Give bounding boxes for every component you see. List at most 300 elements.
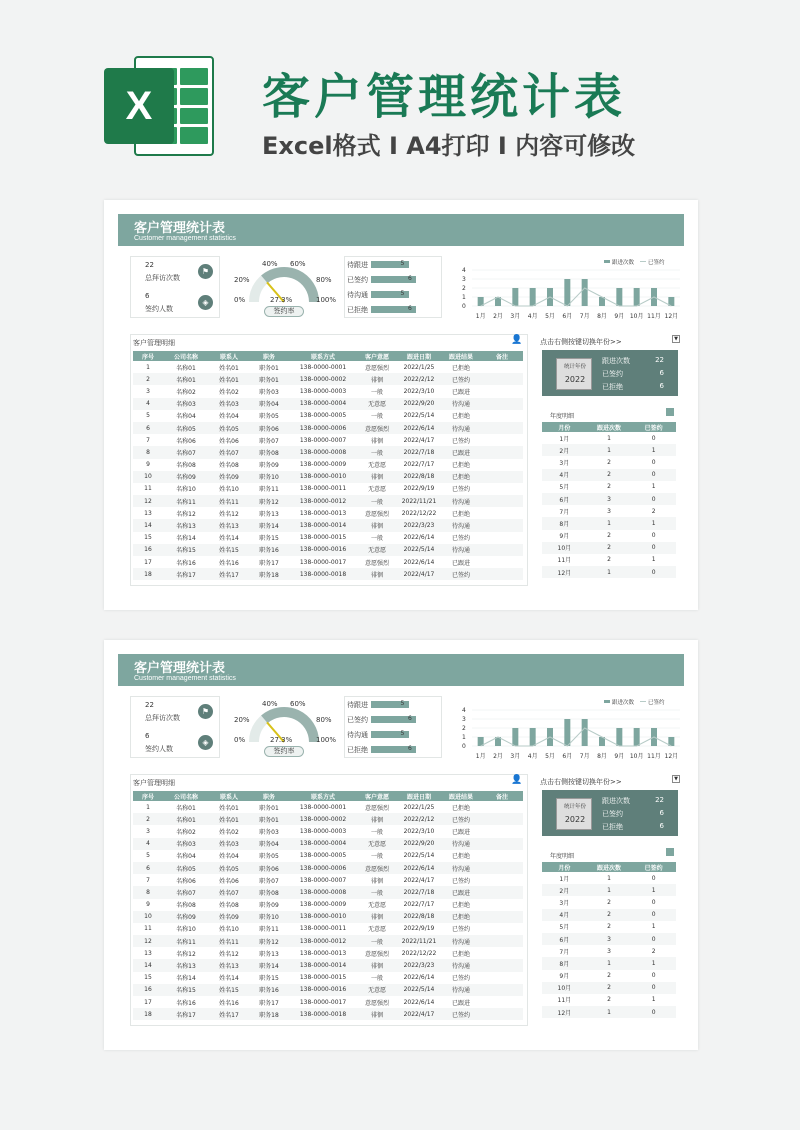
table-cell: 7 [146, 876, 150, 884]
table-cell: 已拒绝 [451, 364, 470, 372]
table-cell: 10月 [542, 542, 587, 554]
table-cell: 已签约 [451, 486, 470, 494]
table-cell: 名称05 [163, 422, 209, 434]
table-cell: 意愿强烈 [364, 559, 389, 567]
table-cell: 138-0000-0003 [299, 387, 347, 395]
summary-followups: 跟进次数 22 [602, 356, 664, 365]
table-cell: 姓名01 [219, 364, 239, 372]
table-cell: 姓名11 [209, 935, 249, 947]
table-cell: 职务09 [259, 902, 279, 910]
y-tick-label: 4 [462, 267, 466, 274]
table-cell: 2 [651, 507, 656, 515]
table-cell: 2022/6/14 [403, 558, 435, 566]
table-cell: 2022/5/14 [403, 412, 435, 420]
table-cell: 一般 [357, 886, 397, 898]
table-cell: 2022/9/19 [403, 485, 435, 493]
table-cell: 姓名14 [219, 535, 239, 543]
table-cell: 职务01 [259, 364, 279, 372]
table-cell: 1 [631, 517, 676, 529]
table-cell: 徘徊 [357, 568, 397, 580]
table-cell: 1 [146, 363, 150, 371]
table-cell: 1 [587, 517, 632, 529]
table-cell: 徘徊 [370, 877, 383, 885]
table-cell: 已拒绝 [451, 804, 470, 812]
table-cell: 2 [607, 898, 611, 906]
table-cell [481, 1008, 523, 1020]
table-cell: 职务11 [259, 486, 279, 494]
column-header: 跟进日期 [397, 351, 441, 361]
year-summary-card [542, 350, 678, 396]
table-cell: 职务17 [259, 559, 279, 567]
column-header: 跟进日期 [397, 791, 441, 801]
table-cell: 10 [133, 471, 163, 483]
detail-title: 客户管理明细 [133, 339, 175, 347]
table-cell: 姓名12 [219, 950, 239, 958]
table-cell: 职务12 [249, 935, 289, 947]
table-cell: 6 [133, 862, 163, 874]
status-row: 待沟通 5 [345, 287, 441, 302]
bar [530, 288, 536, 306]
monthly-chart [454, 256, 684, 322]
table-cell: 2月 [542, 884, 587, 896]
y-tick-label: 1 [462, 294, 466, 301]
table-cell: 15 [144, 974, 152, 982]
table-cell: 12月 [542, 566, 587, 578]
table-cell: 意愿强烈 [364, 364, 389, 372]
year-dropdown-button[interactable]: ▼ [672, 335, 680, 343]
table-cell: 名称16 [176, 999, 196, 1007]
table-cell [481, 361, 523, 373]
table-cell: 1 [587, 444, 632, 456]
y-tick-label: 0 [462, 303, 466, 310]
table-cell: 名称09 [163, 911, 209, 923]
table-cell: 职务03 [259, 388, 279, 396]
table-cell: 职务15 [259, 535, 279, 543]
table-cell: 0 [631, 933, 676, 945]
table-cell: 姓名06 [219, 437, 239, 445]
table-cell: 2022/11/21 [397, 935, 441, 947]
x-tick-label: 8月 [597, 313, 607, 320]
table-cell: 138-0000-0013 [299, 949, 347, 957]
table-row [542, 456, 676, 468]
table-cell [481, 568, 523, 580]
table-cell: 职务09 [259, 462, 279, 470]
table-row [542, 554, 676, 566]
table-cell [481, 935, 523, 947]
table-cell: 姓名02 [219, 388, 239, 396]
table-row [133, 446, 523, 458]
table-cell: 2 [587, 982, 632, 994]
table-row [133, 813, 523, 825]
table-cell: 2 [587, 909, 632, 921]
table-cell: 5月 [559, 484, 570, 492]
x-tick-label: 2月 [493, 753, 503, 760]
table-row [133, 899, 523, 911]
table-cell: 姓名08 [219, 902, 239, 910]
table-cell: 0 [651, 532, 656, 540]
table-cell: 名称07 [163, 886, 209, 898]
legend-swatch [604, 700, 610, 703]
sheet-preview [104, 640, 698, 1050]
table-cell: 已签约 [441, 568, 481, 580]
table-cell: 11月 [557, 997, 572, 1005]
year-switch-hint: 点击右侧按键切换年份>> [540, 338, 622, 346]
sheet-title: 客户管理统计表 [134, 661, 226, 676]
table-cell: 待沟通 [441, 544, 481, 556]
table-cell: 名称10 [176, 486, 196, 494]
table-cell: 2022/3/10 [403, 387, 435, 395]
table-cell: 138-0000-0006 [289, 862, 357, 874]
table-cell: 138-0000-0004 [289, 838, 357, 850]
layers-icon: ◈ [198, 735, 213, 750]
sheet-subtitle: Customer management statistics [134, 235, 236, 242]
table-cell: 138-0000-0005 [299, 412, 347, 420]
table-cell: 名称02 [176, 388, 196, 396]
excel-logo-icon: X [104, 56, 216, 156]
table-cell: 名称08 [176, 902, 196, 910]
table-cell: 1 [587, 1006, 632, 1018]
table-cell: 4 [133, 838, 163, 850]
table-cell: 0 [651, 434, 656, 442]
bar [564, 279, 570, 306]
table-cell: 徘徊 [357, 519, 397, 531]
table-cell: 2 [133, 813, 163, 825]
table-cell: 意愿强烈 [364, 999, 389, 1007]
table-row [133, 1008, 523, 1020]
table-cell: 12 [133, 935, 163, 947]
table-cell: 3 [607, 947, 611, 955]
table-cell: 2022/1/25 [403, 803, 435, 811]
page-header [0, 0, 800, 190]
table-cell: 0 [651, 972, 656, 980]
table-cell: 已拒绝 [451, 413, 470, 421]
table-cell: 5 [146, 852, 150, 860]
table-cell: 职务05 [259, 853, 279, 861]
bar [512, 288, 518, 306]
table-cell: 9 [146, 461, 150, 469]
table-cell: 名称17 [163, 568, 209, 580]
table-cell: 0 [631, 909, 676, 921]
flag-icon: ⚑ [198, 264, 213, 279]
table-cell: 2022/7/18 [397, 446, 441, 458]
table-cell: 一般 [370, 535, 383, 543]
table-cell: 138-0000-0012 [289, 495, 357, 507]
table-cell: 0 [651, 898, 656, 906]
table-cell: 2022/3/10 [403, 827, 435, 835]
table-cell: 徘徊 [370, 437, 383, 445]
table-row [542, 481, 676, 493]
table-cell: 138-0000-0008 [289, 886, 357, 898]
table-cell [481, 556, 523, 568]
table-cell: 138-0000-0002 [289, 373, 357, 385]
table-cell [481, 947, 523, 959]
table-cell: 1 [631, 957, 676, 969]
table-cell: 职务14 [249, 519, 289, 531]
table-cell: 姓名09 [209, 911, 249, 923]
table-cell: 3 [607, 507, 611, 515]
year-summary-card [542, 790, 678, 836]
bar [634, 728, 640, 746]
table-cell: 姓名01 [209, 813, 249, 825]
table-cell: 2 [607, 532, 611, 540]
column-header: 跟进次数 [587, 422, 632, 432]
table-cell: 2022/4/17 [397, 1008, 441, 1020]
table-cell: 名称03 [163, 838, 209, 850]
year-panel [540, 774, 682, 1026]
selected-year: 2022 [564, 815, 586, 824]
table-cell: 138-0000-0003 [299, 827, 347, 835]
table-cell: 名称02 [176, 828, 196, 836]
stat-signed: 6 签约人数 ◈ [131, 728, 219, 759]
table-cell: 7月 [559, 948, 570, 956]
table-cell: 1 [651, 996, 656, 1004]
table-row [133, 874, 523, 886]
table-row [133, 434, 523, 446]
table-cell [481, 874, 523, 886]
table-cell: 2022/4/17 [397, 568, 441, 580]
x-tick-label: 4月 [527, 313, 538, 320]
x-tick-label: 3月 [510, 753, 521, 760]
column-header: 月份 [542, 422, 587, 432]
table-cell: 姓名16 [219, 999, 239, 1007]
status-row: 待沟通 5 [345, 727, 441, 742]
table-row [133, 801, 523, 813]
table-cell: 12 [133, 495, 163, 507]
table-cell: 意愿强烈 [364, 804, 389, 812]
table-row [133, 825, 523, 837]
table-row [542, 505, 676, 517]
y-tick-label: 0 [462, 743, 466, 750]
table-cell: 已跟进 [451, 559, 470, 567]
table-cell: 8 [133, 446, 163, 458]
table-cell: 8月 [542, 517, 587, 529]
legend-swatch [604, 260, 610, 263]
year-dropdown-button[interactable]: ▼ [672, 775, 680, 783]
table-cell: 2 [607, 923, 611, 931]
table-cell: 名称14 [176, 975, 196, 983]
table-cell: 名称15 [163, 984, 209, 996]
table-row [133, 422, 523, 434]
table-cell [481, 825, 523, 837]
table-row [133, 984, 523, 996]
table-cell: 2022/5/14 [397, 984, 441, 996]
column-header: 联系方式 [289, 791, 357, 801]
table-row [133, 556, 523, 568]
table-cell: 2 [607, 458, 611, 466]
table-cell: 已拒绝 [451, 853, 470, 861]
table-cell: 138-0000-0017 [299, 998, 347, 1006]
table-cell: 2022/6/14 [397, 422, 441, 434]
layers-icon: ◈ [198, 295, 213, 310]
table-cell: 138-0000-0013 [299, 509, 347, 517]
table-row [133, 361, 523, 373]
table-cell: 0 [631, 493, 676, 505]
sign-rate-value: 27.3% [270, 736, 293, 744]
column-header: 客户意愿 [357, 351, 397, 361]
table-row [133, 996, 523, 1008]
table-cell: 2月 [542, 444, 587, 456]
summary-followups: 跟进次数 22 [602, 796, 664, 805]
table-cell: 无意愿 [357, 544, 397, 556]
table-cell: 2022/2/12 [397, 813, 441, 825]
x-tick-label: 9月 [614, 313, 625, 320]
table-row [542, 444, 676, 456]
table-cell: 已签约 [441, 1008, 481, 1020]
table-cell: 职务15 [259, 975, 279, 983]
table-cell: 无意愿 [367, 902, 386, 910]
table-cell: 职务14 [249, 959, 289, 971]
sign-rate-label: 签约率 [264, 306, 304, 317]
user-icon[interactable]: 👤 [511, 775, 523, 785]
table-row [542, 1006, 676, 1018]
column-header: 跟进结果 [441, 351, 481, 361]
table-cell: 已跟进 [451, 388, 470, 396]
table-cell: 待沟通 [441, 984, 481, 996]
table-cell: 姓名12 [219, 510, 239, 518]
table-cell: 已跟进 [451, 828, 470, 836]
x-tick-label: 11月 [647, 753, 661, 760]
table-cell: 1月 [559, 435, 570, 443]
table-cell: 名称10 [176, 926, 196, 934]
table-cell: 待沟通 [441, 398, 481, 410]
table-cell: 已拒绝 [451, 462, 470, 470]
table-cell: 3 [146, 387, 150, 395]
table-cell: 2022/11/21 [397, 495, 441, 507]
legend-label: 跟进次数 [612, 260, 635, 266]
table-cell: 2022/4/17 [403, 436, 435, 444]
x-tick-label: 3月 [510, 313, 521, 320]
selected-year: 2022 [564, 375, 586, 384]
table-cell: 1 [587, 884, 632, 896]
table-cell: 2022/4/17 [403, 876, 435, 884]
table-cell: 2022/3/23 [397, 959, 441, 971]
table-cell: 待沟通 [441, 519, 481, 531]
table-cell: 姓名13 [209, 959, 249, 971]
table-cell: 138-0000-0011 [299, 925, 347, 933]
legend-label: 已签约 [648, 260, 665, 266]
table-cell: 待沟通 [441, 422, 481, 434]
table-cell: 名称01 [176, 804, 196, 812]
table-cell: 名称09 [163, 471, 209, 483]
table-row [133, 385, 523, 397]
x-tick-label: 1月 [475, 313, 486, 320]
x-tick-label: 9月 [614, 753, 625, 760]
table-cell: 2022/9/19 [403, 925, 435, 933]
table-cell: 3 [587, 933, 632, 945]
year-selector[interactable]: 统计年份 2022 [556, 358, 592, 390]
table-cell: 无意愿 [357, 398, 397, 410]
table-cell: 2022/7/17 [403, 461, 435, 469]
table-cell: 名称13 [163, 519, 209, 531]
table-cell: 1 [607, 434, 611, 442]
table-cell: 职务07 [259, 877, 279, 885]
table-cell: 138-0000-0008 [289, 446, 357, 458]
table-cell: 姓名11 [209, 495, 249, 507]
table-cell: 8月 [542, 957, 587, 969]
table-cell: 一般 [357, 495, 397, 507]
table-cell: 9 [146, 901, 150, 909]
table-row [542, 872, 676, 884]
table-cell [481, 422, 523, 434]
table-cell: 意愿强烈 [364, 950, 389, 958]
table-cell: 2022/12/22 [401, 509, 437, 517]
status-row: 已签约 6 [345, 272, 441, 287]
table-row [133, 886, 523, 898]
table-cell: 4月 [542, 469, 587, 481]
table-cell: 9月 [559, 973, 570, 981]
table-row [133, 519, 523, 531]
table-cell: 徘徊 [357, 959, 397, 971]
table-cell: 2022/9/20 [397, 398, 441, 410]
monthly-chart [454, 696, 684, 762]
x-tick-label: 4月 [527, 753, 538, 760]
table-row [542, 517, 676, 529]
status-breakdown [344, 696, 442, 758]
table-cell: 2 [651, 947, 656, 955]
x-tick-label: 1月 [475, 753, 486, 760]
table-cell: 2 [607, 483, 611, 491]
table-cell: 姓名17 [209, 1008, 249, 1020]
sheet-preview [104, 200, 698, 610]
table-cell: 1 [631, 884, 676, 896]
stat-visits: 22 总拜访次数 ⚑ [131, 257, 219, 288]
column-header: 客户意愿 [357, 791, 397, 801]
table-cell: 职务06 [249, 422, 289, 434]
table-cell [481, 385, 523, 397]
table-cell: 9月 [559, 533, 570, 541]
table-cell: 2 [587, 542, 632, 554]
y-tick-label: 1 [462, 734, 466, 741]
table-cell: 1 [587, 566, 632, 578]
sign-rate-value: 27.3% [270, 296, 293, 304]
table-cell [481, 911, 523, 923]
table-cell: 已跟进 [441, 886, 481, 898]
table-cell: 2022/6/14 [403, 998, 435, 1006]
table-row [133, 850, 523, 862]
column-header: 备注 [481, 351, 523, 361]
table-cell: 名称11 [163, 495, 209, 507]
table-cell: 职务10 [249, 471, 289, 483]
table-row [133, 862, 523, 874]
table-cell: 5月 [559, 924, 570, 932]
table-cell: 姓名05 [209, 422, 249, 434]
table-cell [481, 373, 523, 385]
table-cell [481, 801, 523, 813]
table-cell: 一般 [370, 413, 383, 421]
table-cell: 名称15 [163, 544, 209, 556]
table-row [133, 471, 523, 483]
table-cell: 1 [587, 957, 632, 969]
column-header: 公司名称 [163, 791, 209, 801]
table-cell: 职务01 [249, 373, 289, 385]
table-cell: 1 [146, 803, 150, 811]
table-cell: 名称04 [176, 853, 196, 861]
year-switch-hint: 点击右侧按键切换年份>> [540, 778, 622, 786]
stat-visits: 22 总拜访次数 ⚑ [131, 697, 219, 728]
table-cell: 一般 [370, 388, 383, 396]
bar [616, 288, 622, 306]
table-row [542, 921, 676, 933]
table-cell: 138-0000-0007 [299, 876, 347, 884]
table-cell: 徘徊 [357, 373, 397, 385]
table-cell: 3 [146, 827, 150, 835]
year-selector[interactable]: 统计年份 2022 [556, 798, 592, 830]
table-cell: 138-0000-0014 [289, 519, 357, 531]
status-row: 已拒绝 6 [345, 302, 441, 317]
page-subtitle: Excel格式 I A4打印 I 内容可修改 [262, 132, 636, 160]
table-cell: 13 [144, 949, 152, 957]
user-icon[interactable]: 👤 [511, 335, 523, 345]
